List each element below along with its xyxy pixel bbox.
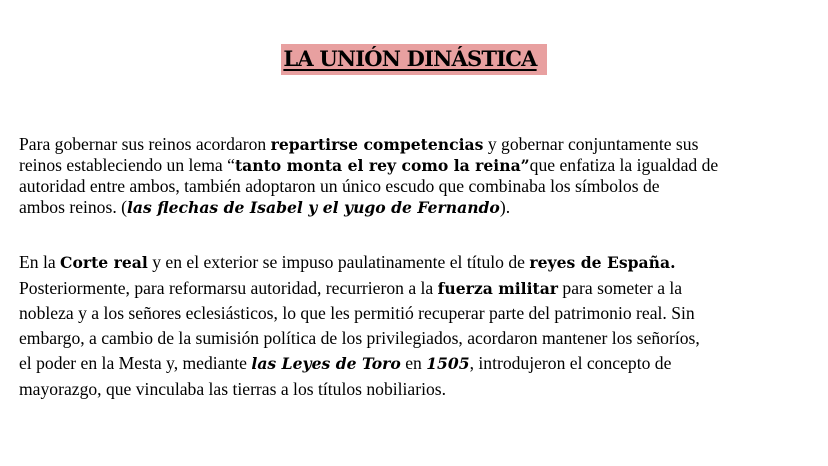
text-run: en <box>400 352 427 373</box>
text-line: mayorazgo, que vinculaba las tierras a los títulos nobiliarios. <box>19 378 447 399</box>
text-run: Para gobernar sus reinos acordaron <box>19 134 271 154</box>
text-run: reinos estableciendo un lema “ <box>19 155 235 175</box>
text-line <box>19 155 819 176</box>
bold-run: fuerza militar <box>437 278 559 298</box>
text-line <box>19 276 819 302</box>
bold-run: repartirse competencias <box>270 135 484 154</box>
text-run: , introdujeron el concepto de <box>469 352 672 373</box>
text-line <box>19 351 819 377</box>
text-line: nobleza y a los señores eclesiásticos, lo que les permitió recuperar parte del patrimonio real. Sin <box>19 303 695 324</box>
title-container <box>0 44 828 75</box>
text-run: para someter a la <box>558 277 683 298</box>
text-run: En la <box>19 252 61 272</box>
bold-run: tanto monta el rey como la reina” <box>234 156 530 175</box>
text-run: que enfatiza la igualdad de <box>529 155 719 175</box>
text-run: Posteriormente, para reformarsu autoridad, recurrieron a la <box>19 277 438 298</box>
text-line <box>19 134 819 155</box>
document-title: LA UNIÓN DINÁSTICA <box>281 44 546 75</box>
text-run: ). <box>499 197 511 217</box>
bold-run: Corte real <box>60 253 148 272</box>
bold-italic-run: las Leyes de Toro <box>251 353 401 373</box>
bold-italic-run: las flechas de Isabel y el yugo de Fernando <box>127 198 500 217</box>
bold-italic-run: 1505 <box>426 353 470 373</box>
text-run: ambos reinos. ( <box>19 197 127 217</box>
text-run: el poder en la Mesta y, mediante <box>19 352 252 373</box>
bold-run: reyes de España. <box>529 253 676 272</box>
paragraph-corte-real <box>19 250 819 401</box>
text-run: y en el exterior se impuso paulatinamente el título de <box>147 252 530 272</box>
paragraph-union-competencias <box>19 134 819 218</box>
text-line: embargo, a cambio de la sumisión política de los privilegiados, acordaron mantener los señoríos, <box>19 328 700 349</box>
text-line <box>19 250 819 276</box>
text-line <box>19 197 819 218</box>
text-run: y gobernar conjuntamente sus <box>483 134 699 154</box>
text-line: autoridad entre ambos, también adoptaron un único escudo que combinaba los símbolos de <box>19 176 660 196</box>
